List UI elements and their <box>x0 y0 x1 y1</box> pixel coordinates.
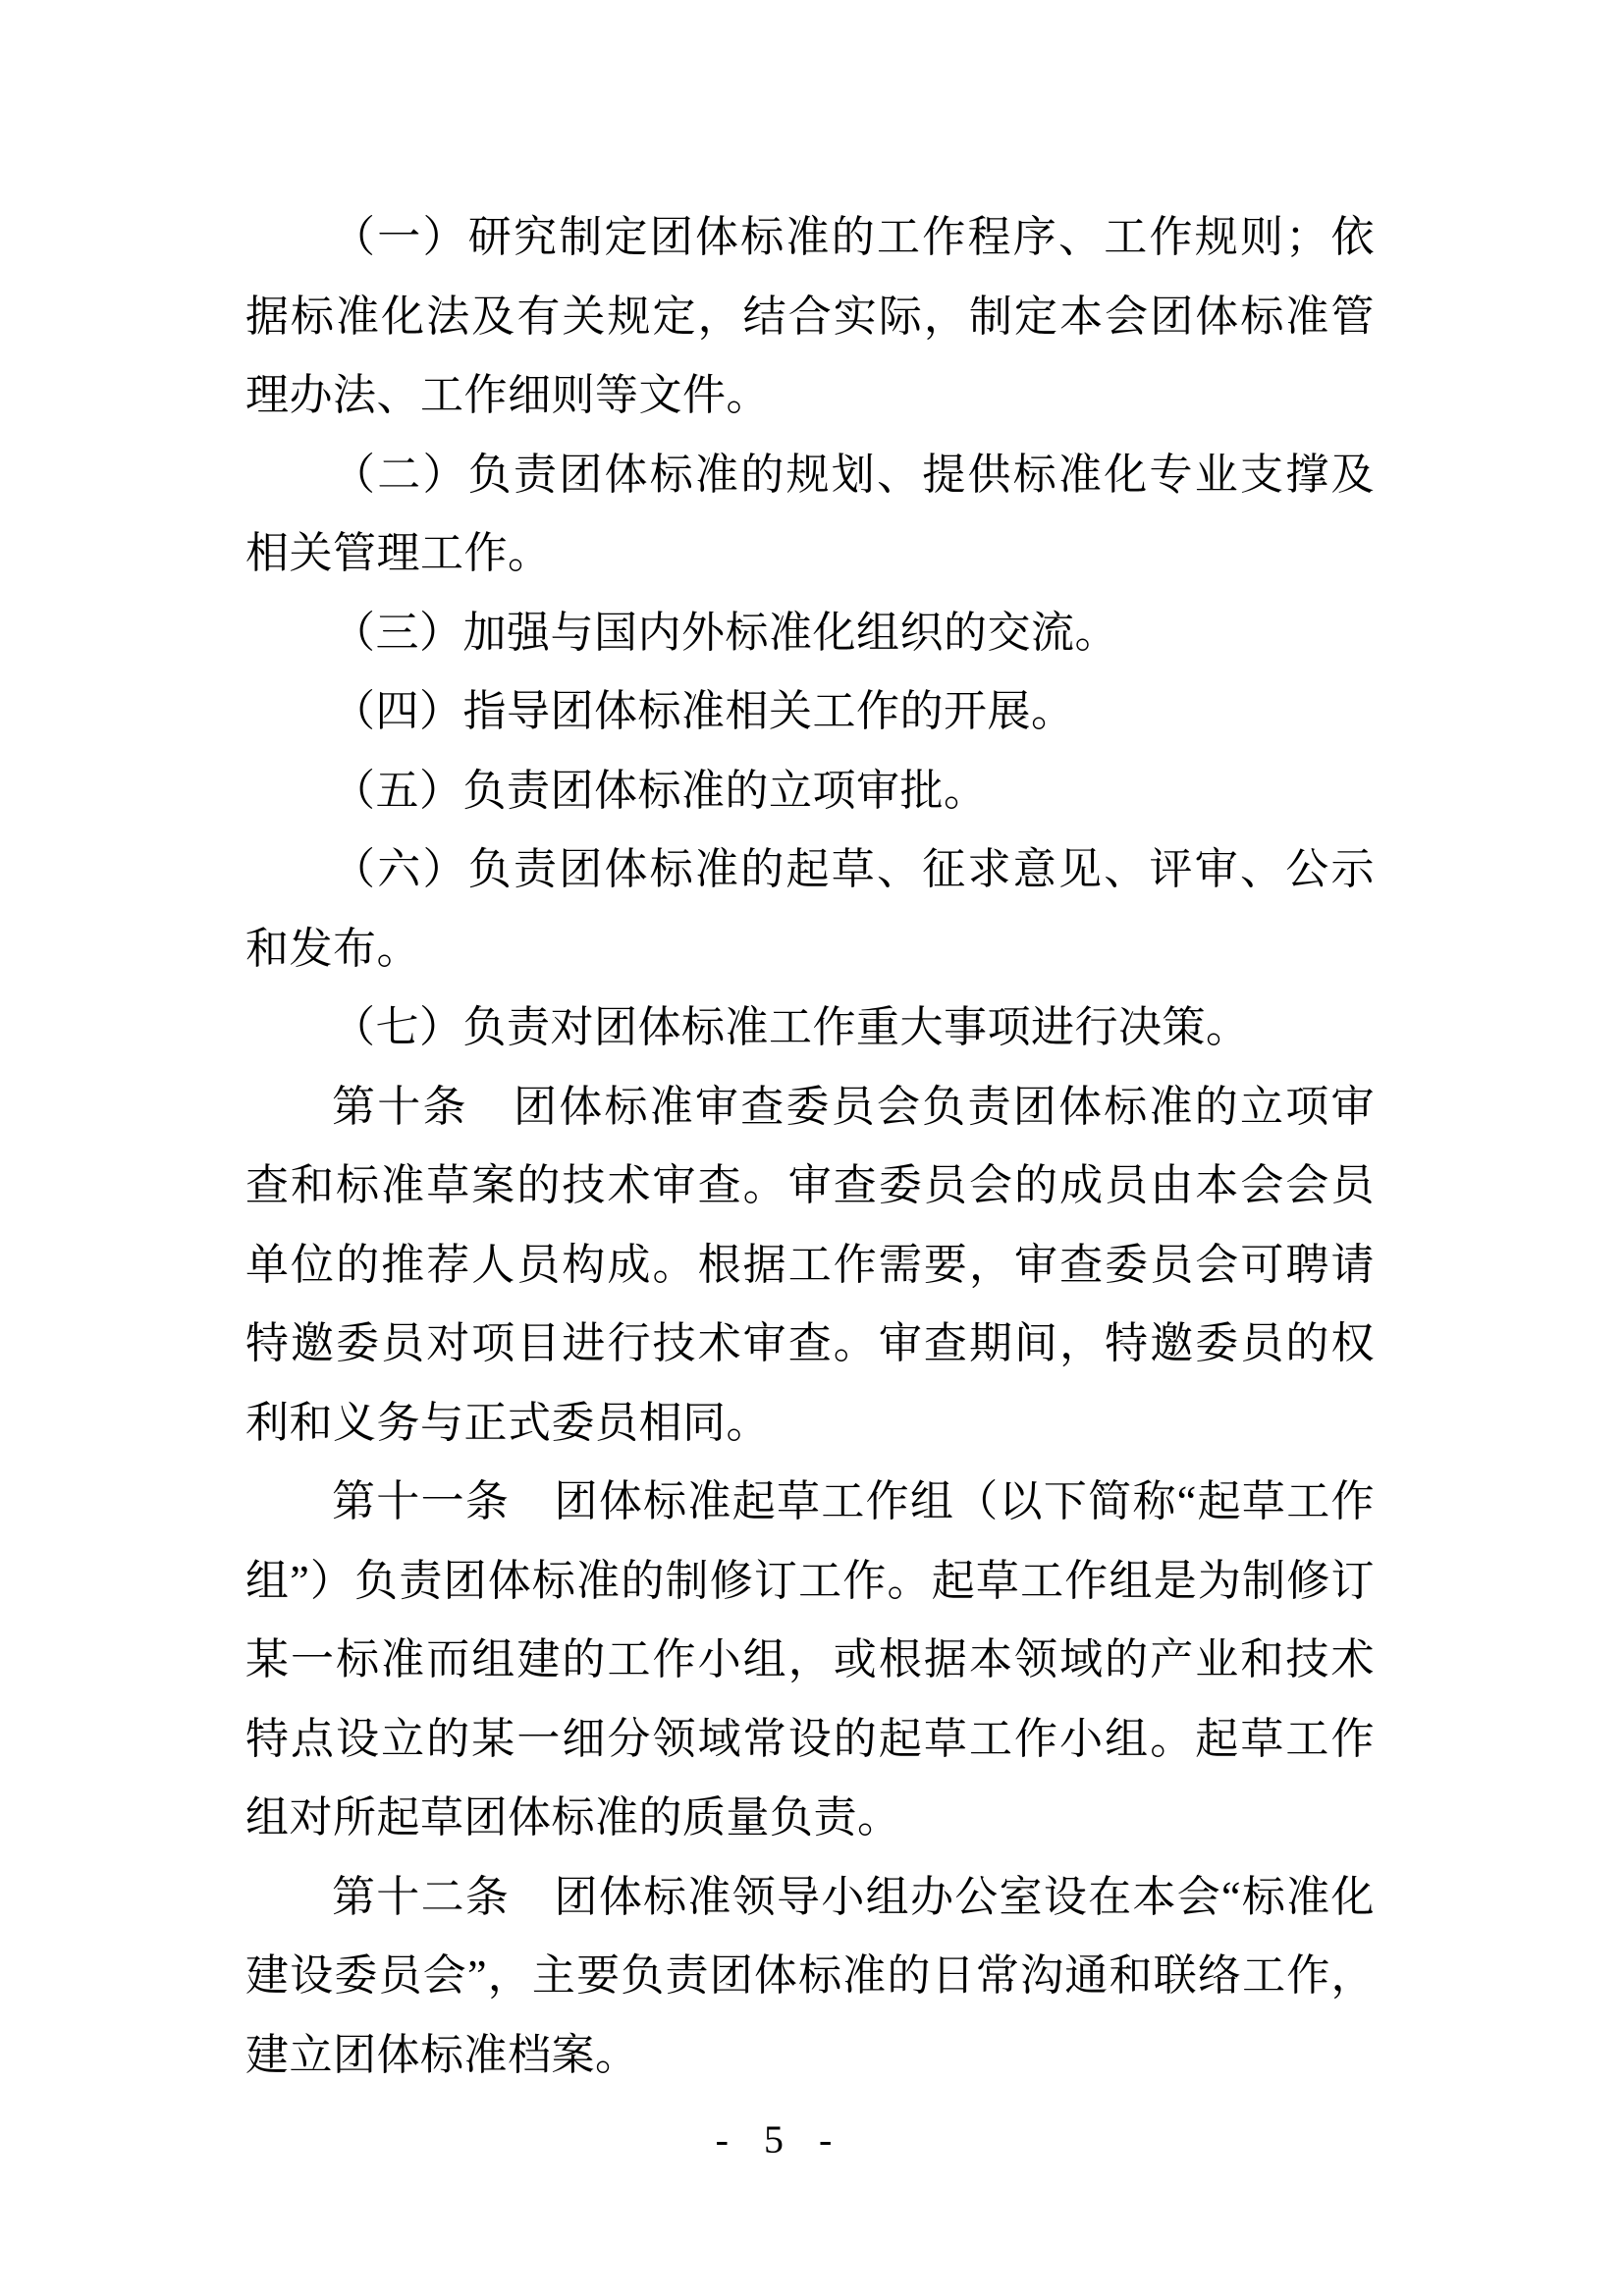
page-number: - 5 - <box>715 2117 839 2162</box>
article-10-paragraph: 第十条 团体标准审查委员会负责团体标准的立项审查和标准草案的技术审查。审查委员会的成员由本会会员单位的推荐人员构成。根据工作需要，审查委员会可聘请特邀委员对项目进行技术审查。审查期间，特邀委员的权利和义务与正式委员相同。 <box>245 1082 1375 1447</box>
page-footer <box>0 2116 1553 2163</box>
clause-item-6: （六）负责团体标准的起草、征求意见、评审、公示和发布。 <box>245 845 1375 973</box>
clause-item-2: （二）负责团体标准的规划、提供标准化专业支撑及相关管理工作。 <box>245 450 1375 577</box>
clause-item-5: （五）负责团体标准的立项审批。 <box>332 766 988 815</box>
clause-item-4: （四）指导团体标准相关工作的开展。 <box>332 687 1075 735</box>
article-12-paragraph: 第十二条 团体标准领导小组办公室设在本会“标准化建设委员会”，主要负责团体标准的日常沟通和联络工作，建立团体标准档案。 <box>245 1872 1375 2079</box>
clause-item-3: （三）加强与国内外标准化组织的交流。 <box>332 608 1118 657</box>
document-body <box>245 198 1375 2095</box>
clause-item-1: （一）研究制定团体标准的工作程序、工作规则；依据标准化法及有关规定，结合实际，制定本会团体标准管理办法、工作细则等文件。 <box>245 213 1375 419</box>
article-11-paragraph: 第十一条 团体标准起草工作组（以下简称“起草工作组”）负责团体标准的制修订工作。起草工作组是为制修订某一标准而组建的工作小组，或根据本领域的产业和技术特点设立的某一细分领域常设的起草工作小组。起草工作组对所起草团体标准的质量负责。 <box>245 1477 1375 1842</box>
clause-item-7: （七）负责对团体标准工作重大事项进行决策。 <box>332 1003 1250 1051</box>
